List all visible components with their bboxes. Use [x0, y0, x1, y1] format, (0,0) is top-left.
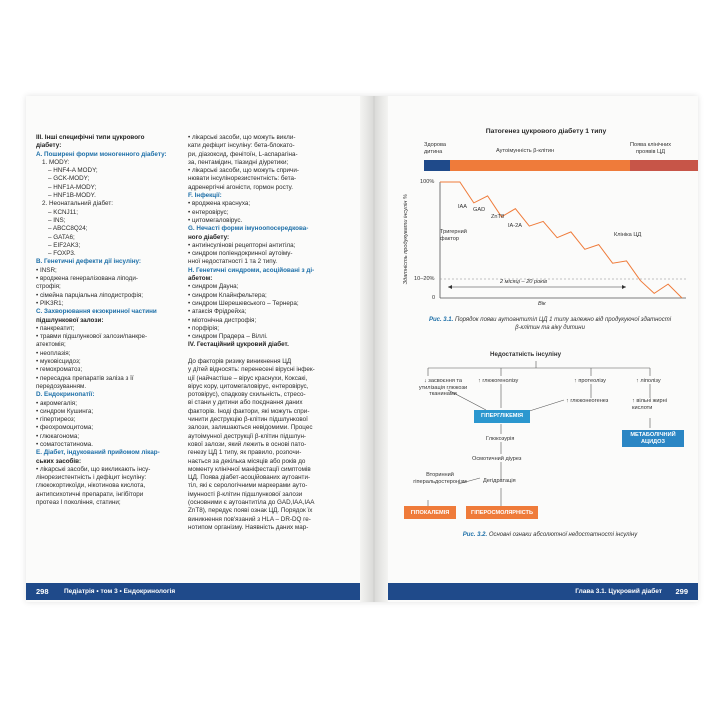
- body-line: імунності β-клітин підшлункової залози: [188, 490, 303, 498]
- body-line: генезу ЦД 1 типу, як правило, розпочи-: [188, 449, 302, 457]
- list-line: D. Ендокринопатії:: [36, 391, 95, 399]
- list-line: • лікарські засоби, що викликають інсу-: [36, 465, 151, 473]
- list-line: протеаз І покоління, статини;: [36, 499, 121, 507]
- list-line: діабету:: [36, 142, 62, 150]
- flow-lipolysis: ↑ ліполізу: [636, 378, 661, 384]
- list-line: – FOXP3.: [48, 250, 76, 258]
- figure-1-caption: [402, 317, 698, 332]
- body-line: ZnT8), передує появі ознак ЦД. Порядок їх: [188, 507, 313, 515]
- footer-left: [26, 583, 360, 600]
- antibody-gad: GAD: [473, 207, 486, 213]
- list-line: A. Поширені форми моногенного діабету:: [36, 150, 167, 158]
- left-column-2: [188, 134, 340, 350]
- bar-clinical: [630, 160, 698, 171]
- list-line: нювати інсулінорезистентність: бета-: [188, 175, 297, 183]
- antibody-znt8: ZnT8: [491, 214, 505, 220]
- antibody-iaa: IAA: [458, 204, 468, 210]
- clinic-label: Клініка ЦД: [614, 232, 642, 238]
- list-line: H. Генетичні синдроми, асоційовані з ді-: [188, 266, 315, 274]
- body-line: ЦД. Поява діабет-асоційованих аутоанти-: [188, 474, 311, 482]
- body-line: нається за декілька місяців або років до: [188, 457, 306, 465]
- list-line: • гемохроматоз;: [36, 366, 83, 374]
- list-line: • лікарські засоби, що можуть спричи-: [188, 167, 299, 175]
- flow-metabolic-acidosis: МЕТАБОЛІЧНИЙ АЦИДОЗ: [622, 430, 684, 447]
- list-line: • глюкагонома;: [36, 432, 80, 440]
- list-line: – GATA6;: [48, 233, 75, 241]
- list-line: • цитомегаловірус.: [188, 216, 243, 224]
- flow-top: Недостатність інсуліну: [490, 351, 562, 358]
- flow-hypokalemia: ГІПОКАЛЕМІЯ: [404, 506, 456, 519]
- footer-left-text: Педіатрія • том 3 • Ендокринологія: [64, 588, 176, 595]
- list-line: • вроджена генералізована ліподи-: [36, 275, 138, 283]
- list-line: – ABCC8Q24;: [48, 225, 88, 233]
- body-line: До факторів ризику виникнення ЦД: [188, 358, 292, 365]
- antibody-ia2a: IA-2A: [508, 223, 522, 229]
- timeline-bar: [424, 160, 698, 171]
- list-line: • порфірія;: [188, 324, 220, 332]
- list-line: – EIF2AK3;: [48, 241, 81, 249]
- list-line: ного діабету:: [188, 233, 230, 241]
- bar-healthy: [424, 160, 450, 171]
- list-line: • синдром Прадера – Віллі.: [188, 333, 268, 341]
- body-line: ції (найчастіше – вірус краснухи, Коксакі,: [188, 374, 308, 382]
- body-line: ві стани у дитини або поєднання даних: [188, 399, 303, 407]
- page-gutter: [360, 96, 388, 602]
- flow-gluconeogenesis: ↑ глюконеогенез: [566, 398, 609, 404]
- page-number-left: 298: [36, 587, 49, 596]
- y-tick-0: 0: [432, 295, 436, 301]
- list-line: ських засобів:: [36, 457, 82, 465]
- list-line: • міотонічна дистрофія;: [188, 316, 257, 324]
- left-body-paragraph: [188, 358, 340, 532]
- body-line: у дітей відносять: перенесені вірусні інфек-: [188, 366, 315, 374]
- label-healthy-child: Здорова дитина: [424, 142, 446, 155]
- list-line: • пересадка препаратів заліза з її: [36, 374, 134, 382]
- flow-dehydration: Дегідратація: [483, 478, 516, 484]
- list-line: – KCNJ11;: [48, 208, 78, 216]
- body-line: кової залози, який лежить в основі пато-: [188, 440, 307, 448]
- body-line: моменту клінічної маніфестації симптомів: [188, 465, 311, 473]
- figure-2-caption: [402, 532, 698, 540]
- footer-right: [388, 583, 698, 600]
- body-line: тіл, які є серологічними маркерами ауто-: [188, 482, 308, 490]
- list-line: • антиінсулінові рецепторні антитіла;: [188, 241, 296, 249]
- list-line: C. Захворювання екзокринної частини: [36, 308, 157, 316]
- list-line: • панкреатит;: [36, 324, 75, 332]
- list-line: IV. Гестаційний цукровий діабет.: [188, 341, 289, 349]
- body-line: ротовірус), спадкову схильність, стресо-: [188, 391, 306, 399]
- insulin-chart: [396, 176, 696, 316]
- list-line: адренергічні агоністи, гормон росту.: [188, 183, 293, 191]
- list-line: • травми підшлункової залози/панкре-: [36, 333, 148, 341]
- list-line: передозуванням.: [36, 382, 87, 390]
- list-line: глюкокортикоїди, нікотинова кислота,: [36, 482, 146, 490]
- body-line: чинити деструкцію β-клітин підшлункової: [188, 416, 308, 424]
- list-line: абетом:: [188, 275, 213, 283]
- body-line: вірус кору, цитомегаловірус, ентеровірус,: [188, 382, 309, 390]
- list-line: F. Інфекції:: [188, 192, 222, 200]
- list-line: E. Діабет, індукований прийомом лікар-: [36, 449, 160, 457]
- list-line: B. Генетичні дефекти дії інсуліну:: [36, 258, 142, 266]
- span-arrow-right-head: [622, 285, 626, 289]
- figure-2-caption-text: Основні ознаки абсолютної недостатності інсуліну: [488, 532, 638, 538]
- x-axis-label: Вік: [538, 301, 546, 307]
- list-line: ри, діазоксид, фенітоїн, L-аспарагіна-: [188, 150, 298, 158]
- list-line: – HNF1B-MODY.: [48, 192, 96, 200]
- list-line: • атаксія Фрідрейха;: [188, 308, 247, 316]
- list-line: • муковісцидоз;: [36, 358, 81, 366]
- flow-hyperaldosteronism: Вторинний гіперальдостеронізм: [413, 472, 467, 485]
- figure-1-title: Патогенез цукрового діабету 1 типу: [485, 128, 607, 135]
- list-line: – HNF4-A MODY;: [48, 167, 98, 175]
- list-line: • синдром Дауна;: [188, 283, 239, 291]
- list-line: • вроджена краснуха;: [188, 200, 251, 208]
- list-line: підшлункової залози:: [36, 316, 104, 324]
- flow-glucose-utilization: ↓ засвоєння та утилізація глюкози тканинами: [418, 378, 468, 397]
- span-label: 2 місяці – 20 років: [500, 279, 547, 285]
- label-clinical-onset: Поява клінічних проявів ЦД: [630, 142, 672, 155]
- label-autoimmunity: Аутоімунність β-клітин: [496, 148, 555, 154]
- body-line: (основними є аутоантитіла до GAD,IAA,IAA: [188, 499, 315, 507]
- list-line: • гіпертиреоз;: [36, 416, 76, 424]
- list-line: • синдром Шерешевського – Тернера;: [188, 299, 299, 307]
- book-spread: [26, 96, 698, 602]
- y-axis-label: Здатність продукувати інсулін %: [402, 194, 409, 285]
- list-line: • INSR;: [36, 266, 57, 274]
- list-line: • PIK3R1;: [36, 299, 64, 307]
- flow-hyperosmolarity: ГІПЕРОСМОЛЯРНІСТЬ: [466, 506, 538, 519]
- y-tick-10-20: 10–20%: [414, 276, 435, 282]
- list-line: • соматостатинома.: [36, 440, 93, 448]
- span-arrow-left-head: [448, 285, 452, 289]
- list-line: • сімейна парціальна ліподистрофія;: [36, 291, 143, 299]
- body-line: залози, залишаються невідомими. Процес: [188, 424, 313, 432]
- flow-free-fatty-acids: ↑ вільні жирні кислоти: [632, 398, 667, 411]
- page-number-right: 299: [675, 587, 688, 596]
- list-line: 1. MODY:: [42, 158, 70, 166]
- figure-1-caption-line2: β-клітин та віку дитини: [515, 324, 585, 331]
- list-line: • лікарські засоби, що можуть викли-: [188, 134, 296, 141]
- list-line: • ентеровірус;: [188, 208, 229, 216]
- bar-autoimmunity: [450, 160, 630, 171]
- list-line: строфія;: [36, 283, 61, 291]
- figure-1-number: Рис. 3.1.: [428, 317, 454, 323]
- body-line: виникнення пов'язаний з HLA – DR-DQ ге-: [188, 515, 311, 523]
- trigger-label: Тригерний фактор: [440, 229, 467, 242]
- list-line: • синдром Клайнфельтера;: [188, 291, 267, 299]
- body-line: нотипом організму. Наявність даних мар-: [188, 523, 309, 531]
- list-line: • акромегалія;: [36, 399, 77, 407]
- flow-osmotic-diuresis: Осмотичний діурез: [472, 456, 522, 462]
- list-line: G. Нечасті форми імуноопосередкова-: [188, 225, 309, 233]
- flow-proteolysis: ↑ протеолізу: [574, 378, 606, 384]
- list-line: лінорезистентність і дефіцит інсуліну:: [36, 474, 147, 482]
- figure-1-caption-line1: Порядок появи аутоантитіл ЦД 1 типу залежно від продукуючої здатності: [454, 317, 672, 323]
- list-line: за, пентамідин, тіазидні діуретики;: [188, 158, 289, 166]
- list-line: – HNF1A-MODY;: [48, 183, 97, 191]
- figure-2-number: Рис. 3.2.: [462, 532, 488, 538]
- list-line: нної недостатності 1 та 2 типу.: [188, 258, 277, 266]
- list-line: • синдром Кушинга;: [36, 407, 94, 415]
- list-line: • феохромоцитома;: [36, 424, 94, 432]
- flow-hyperglycemia: ГІПЕРГЛІКЕМІЯ: [474, 410, 530, 423]
- body-line: факторів. Іноді фактори, які можуть спри-: [188, 407, 310, 415]
- list-line: кати дефіцит інсуліну: бета-блокато-: [188, 142, 295, 150]
- insulin-line: [446, 182, 682, 298]
- list-line: – GCK-MODY;: [48, 175, 90, 183]
- list-line: • синдром поліендокринної аутоіму-: [188, 250, 293, 258]
- list-line: – INS;: [48, 216, 66, 224]
- y-tick-100: 100%: [420, 179, 435, 185]
- list-line: атектомія;: [36, 341, 66, 349]
- body-line: аутоімунної деструкції β-клітин підшлун-: [188, 432, 307, 440]
- flow-glucosuria: Глюкозурія: [486, 436, 515, 442]
- list-line: 2. Неонатальний діабет:: [42, 200, 113, 208]
- list-line: • неоплазія;: [36, 349, 71, 357]
- footer-right-text: Глава 3.1. Цукровий діабет: [575, 588, 662, 595]
- list-line: антипсихотичні препарати, інгібітори: [36, 490, 144, 498]
- left-column-1: [36, 134, 176, 507]
- list-line: III. Інші специфічні типи цукрового: [36, 134, 145, 141]
- flow-glycogenolysis: ↑ глюкогенолізу: [478, 378, 519, 384]
